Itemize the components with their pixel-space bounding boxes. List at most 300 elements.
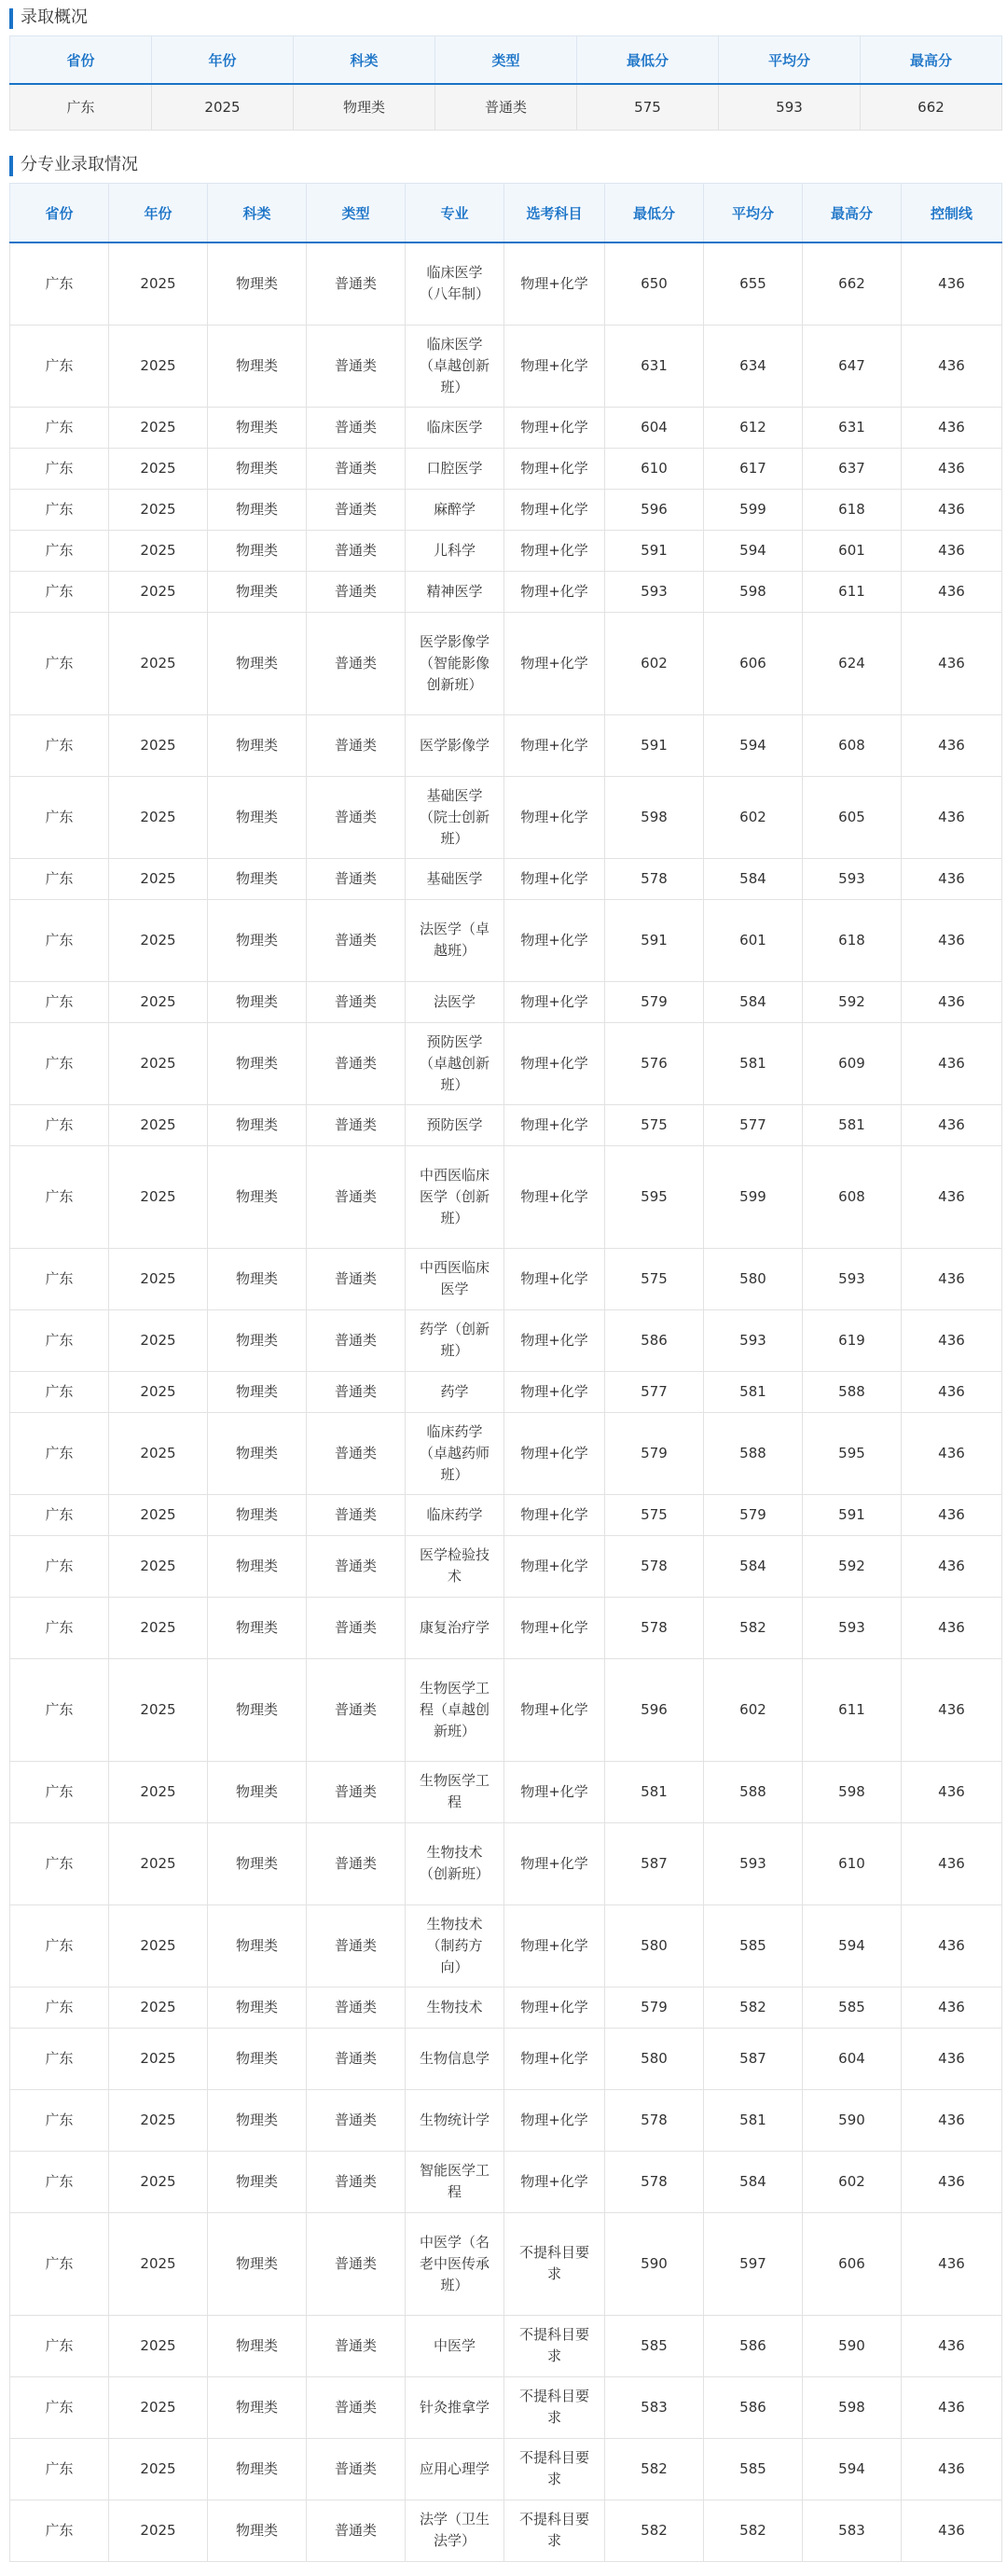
cell-min-score: 650	[605, 242, 704, 325]
cell-province: 广东	[10, 1104, 109, 1145]
cell-major: 法医学	[406, 981, 504, 1022]
header-major: 专业	[406, 184, 504, 243]
header-avg-score: 平均分	[719, 36, 861, 85]
cell-control-line: 436	[902, 1412, 1002, 1494]
cell-subjects: 不提科目要求	[504, 2376, 605, 2438]
cell-max-score: 592	[803, 981, 902, 1022]
table-row	[10, 2438, 1002, 2500]
cell-avg-score: 584	[704, 1535, 803, 1597]
cell-year: 2025	[109, 2028, 208, 2089]
cell-category: 物理类	[208, 776, 307, 858]
cell-major: 生物医学工程	[406, 1761, 504, 1822]
cell-year: 2025	[109, 1145, 208, 1248]
cell-control-line: 436	[902, 899, 1002, 981]
cell-min-score: 585	[605, 2315, 704, 2376]
header-subjects: 选考科目	[504, 184, 605, 243]
cell-control-line: 436	[902, 1309, 1002, 1371]
cell-year: 2025	[109, 1371, 208, 1412]
table-row	[10, 1494, 1002, 1535]
cell-avg-score: 593	[719, 84, 861, 131]
cell-min-score: 602	[605, 612, 704, 714]
cell-major: 麻醉学	[406, 489, 504, 530]
cell-max-score: 581	[803, 1104, 902, 1145]
cell-control-line: 436	[902, 1987, 1002, 2028]
table-row	[10, 530, 1002, 571]
cell-province: 广东	[10, 1761, 109, 1822]
cell-control-line: 436	[902, 776, 1002, 858]
cell-year: 2025	[109, 899, 208, 981]
cell-major: 中西医临床医学（创新班）	[406, 1145, 504, 1248]
cell-max-score: 662	[803, 242, 902, 325]
cell-province: 广东	[10, 714, 109, 776]
cell-avg-score: 581	[704, 1022, 803, 1104]
cell-subjects: 物理+化学	[504, 714, 605, 776]
cell-min-score: 583	[605, 2376, 704, 2438]
header-province: 省份	[10, 184, 109, 243]
header-avg-score: 平均分	[704, 184, 803, 243]
cell-province: 广东	[10, 2089, 109, 2151]
cell-type: 普通类	[307, 858, 406, 899]
cell-subjects: 不提科目要求	[504, 2500, 605, 2561]
cell-year: 2025	[109, 448, 208, 489]
cell-category: 物理类	[208, 2151, 307, 2212]
cell-control-line: 436	[902, 1248, 1002, 1309]
cell-year: 2025	[109, 2212, 208, 2315]
cell-year: 2025	[109, 2151, 208, 2212]
cell-category: 物理类	[208, 325, 307, 407]
cell-max-score: 595	[803, 1412, 902, 1494]
cell-year: 2025	[109, 2315, 208, 2376]
cell-avg-score: 587	[704, 2028, 803, 2089]
cell-subjects: 不提科目要求	[504, 2212, 605, 2315]
cell-major: 临床医学（卓越创新班）	[406, 325, 504, 407]
cell-category: 物理类	[294, 84, 435, 131]
cell-category: 物理类	[208, 2500, 307, 2561]
cell-year: 2025	[109, 612, 208, 714]
cell-min-score: 580	[605, 1904, 704, 1987]
cell-subjects: 物理+化学	[504, 1104, 605, 1145]
cell-category: 物理类	[208, 2376, 307, 2438]
cell-year: 2025	[109, 1412, 208, 1494]
cell-subjects: 物理+化学	[504, 1145, 605, 1248]
table-row	[10, 1145, 1002, 1248]
header-type: 类型	[435, 36, 577, 85]
cell-province: 广东	[10, 1022, 109, 1104]
cell-max-score: 602	[803, 2151, 902, 2212]
cell-type: 普通类	[307, 714, 406, 776]
cell-major: 生物技术（制药方向）	[406, 1904, 504, 1987]
cell-type: 普通类	[307, 1987, 406, 2028]
header-year: 年份	[109, 184, 208, 243]
cell-avg-score: 580	[704, 1248, 803, 1309]
cell-category: 物理类	[208, 981, 307, 1022]
table-row	[10, 1535, 1002, 1597]
table-row	[10, 612, 1002, 714]
cell-avg-score: 582	[704, 2500, 803, 2561]
cell-major: 临床药学	[406, 1494, 504, 1535]
section-title-bar	[9, 156, 13, 176]
cell-control-line: 436	[902, 612, 1002, 714]
cell-min-score: 579	[605, 1412, 704, 1494]
cell-min-score: 575	[605, 1104, 704, 1145]
cell-province: 广东	[10, 571, 109, 612]
cell-major: 应用心理学	[406, 2438, 504, 2500]
cell-type: 普通类	[307, 2151, 406, 2212]
cell-subjects: 物理+化学	[504, 1309, 605, 1371]
cell-category: 物理类	[208, 612, 307, 714]
cell-major: 预防医学	[406, 1104, 504, 1145]
table-row	[10, 1822, 1002, 1904]
cell-max-score: 590	[803, 2315, 902, 2376]
header-province: 省份	[10, 36, 152, 85]
cell-avg-score: 588	[704, 1761, 803, 1822]
table-row	[10, 2315, 1002, 2376]
cell-province: 广东	[10, 1904, 109, 1987]
cell-control-line: 436	[902, 1494, 1002, 1535]
cell-subjects: 物理+化学	[504, 1658, 605, 1761]
cell-avg-score: 584	[704, 858, 803, 899]
cell-year: 2025	[109, 714, 208, 776]
cell-max-score: 594	[803, 2438, 902, 2500]
table-row	[10, 2028, 1002, 2089]
cell-category: 物理类	[208, 530, 307, 571]
table-row	[10, 1309, 1002, 1371]
cell-category: 物理类	[208, 242, 307, 325]
cell-year: 2025	[109, 571, 208, 612]
cell-subjects: 物理+化学	[504, 1535, 605, 1597]
cell-min-score: 582	[605, 2500, 704, 2561]
cell-subjects: 物理+化学	[504, 899, 605, 981]
cell-min-score: 593	[605, 571, 704, 612]
cell-province: 广东	[10, 1494, 109, 1535]
cell-type: 普通类	[307, 1761, 406, 1822]
cell-control-line: 436	[902, 2212, 1002, 2315]
cell-type: 普通类	[307, 1822, 406, 1904]
table-row	[10, 2089, 1002, 2151]
cell-subjects: 物理+化学	[504, 448, 605, 489]
cell-category: 物理类	[208, 1597, 307, 1658]
cell-avg-score: 585	[704, 1904, 803, 1987]
cell-max-score: 608	[803, 714, 902, 776]
cell-major: 药学（创新班）	[406, 1309, 504, 1371]
cell-year: 2025	[109, 1494, 208, 1535]
cell-year: 2025	[109, 407, 208, 448]
cell-max-score: 585	[803, 1987, 902, 2028]
cell-type: 普通类	[307, 242, 406, 325]
table-row	[10, 1987, 1002, 2028]
cell-subjects: 物理+化学	[504, 1371, 605, 1412]
cell-max-score: 624	[803, 612, 902, 714]
cell-avg-score: 586	[704, 2315, 803, 2376]
cell-type: 普通类	[307, 1535, 406, 1597]
cell-province: 广东	[10, 2500, 109, 2561]
header-min-score: 最低分	[577, 36, 719, 85]
table-row	[10, 448, 1002, 489]
table-row	[10, 2151, 1002, 2212]
cell-subjects: 物理+化学	[504, 1412, 605, 1494]
table-row	[10, 2212, 1002, 2315]
cell-avg-score: 593	[704, 1822, 803, 1904]
cell-major: 预防医学（卓越创新班）	[406, 1022, 504, 1104]
cell-max-score: 583	[803, 2500, 902, 2561]
cell-avg-score: 599	[704, 489, 803, 530]
cell-year: 2025	[109, 1904, 208, 1987]
summary-section-title	[0, 0, 1007, 35]
cell-control-line: 436	[902, 714, 1002, 776]
cell-category: 物理类	[208, 407, 307, 448]
cell-type: 普通类	[307, 1371, 406, 1412]
cell-type: 普通类	[307, 776, 406, 858]
cell-min-score: 578	[605, 1597, 704, 1658]
cell-min-score: 579	[605, 1987, 704, 2028]
cell-avg-score: 606	[704, 612, 803, 714]
cell-max-score: 619	[803, 1309, 902, 1371]
table-row	[10, 2376, 1002, 2438]
cell-control-line: 436	[902, 2315, 1002, 2376]
cell-category: 物理类	[208, 2315, 307, 2376]
cell-year: 2025	[109, 1022, 208, 1104]
cell-subjects: 物理+化学	[504, 489, 605, 530]
table-row	[10, 242, 1002, 325]
cell-avg-score: 585	[704, 2438, 803, 2500]
cell-avg-score: 582	[704, 1987, 803, 2028]
cell-control-line: 436	[902, 1761, 1002, 1822]
table-row	[10, 1022, 1002, 1104]
cell-province: 广东	[10, 1987, 109, 2028]
cell-min-score: 591	[605, 899, 704, 981]
cell-control-line: 436	[902, 530, 1002, 571]
cell-type: 普通类	[307, 1658, 406, 1761]
cell-max-score: 647	[803, 325, 902, 407]
cell-type: 普通类	[307, 981, 406, 1022]
cell-max-score: 608	[803, 1145, 902, 1248]
cell-year: 2025	[109, 1597, 208, 1658]
cell-type: 普通类	[307, 448, 406, 489]
cell-province: 广东	[10, 530, 109, 571]
cell-type: 普通类	[307, 2315, 406, 2376]
table-row	[10, 1412, 1002, 1494]
cell-avg-score: 612	[704, 407, 803, 448]
cell-min-score: 576	[605, 1022, 704, 1104]
cell-year: 2025	[109, 1987, 208, 2028]
cell-max-score: 591	[803, 1494, 902, 1535]
table-row	[10, 1248, 1002, 1309]
cell-avg-score: 634	[704, 325, 803, 407]
cell-subjects: 物理+化学	[504, 1761, 605, 1822]
cell-province: 广东	[10, 1248, 109, 1309]
cell-province: 广东	[10, 2151, 109, 2212]
table-row	[10, 2500, 1002, 2561]
cell-min-score: 595	[605, 1145, 704, 1248]
table-row	[10, 325, 1002, 407]
majors-table	[9, 183, 1002, 2562]
cell-province: 广东	[10, 612, 109, 714]
cell-avg-score: 602	[704, 776, 803, 858]
summary-row	[10, 84, 1002, 131]
cell-min-score: 577	[605, 1371, 704, 1412]
cell-province: 广东	[10, 407, 109, 448]
cell-category: 物理类	[208, 2028, 307, 2089]
cell-subjects: 物理+化学	[504, 2089, 605, 2151]
cell-type: 普通类	[307, 2212, 406, 2315]
cell-max-score: 662	[861, 84, 1002, 131]
cell-max-score: 611	[803, 1658, 902, 1761]
cell-type: 普通类	[307, 1412, 406, 1494]
cell-min-score: 591	[605, 714, 704, 776]
cell-province: 广东	[10, 1597, 109, 1658]
cell-province: 广东	[10, 1535, 109, 1597]
cell-control-line: 436	[902, 448, 1002, 489]
cell-min-score: 590	[605, 2212, 704, 2315]
cell-subjects: 物理+化学	[504, 1022, 605, 1104]
cell-province: 广东	[10, 489, 109, 530]
cell-province: 广东	[10, 981, 109, 1022]
cell-min-score: 604	[605, 407, 704, 448]
cell-major: 临床医学（八年制）	[406, 242, 504, 325]
cell-subjects: 物理+化学	[504, 1822, 605, 1904]
cell-subjects: 物理+化学	[504, 1494, 605, 1535]
cell-type: 普通类	[307, 2500, 406, 2561]
cell-type: 普通类	[307, 1597, 406, 1658]
cell-province: 广东	[10, 1822, 109, 1904]
cell-province: 广东	[10, 242, 109, 325]
cell-year: 2025	[109, 2376, 208, 2438]
cell-type: 普通类	[307, 489, 406, 530]
cell-type: 普通类	[307, 899, 406, 981]
cell-control-line: 436	[902, 1371, 1002, 1412]
cell-major: 法学（卫生法学）	[406, 2500, 504, 2561]
cell-year: 2025	[109, 1104, 208, 1145]
cell-max-score: 593	[803, 1248, 902, 1309]
cell-avg-score: 594	[704, 530, 803, 571]
cell-avg-score: 579	[704, 1494, 803, 1535]
cell-avg-score: 602	[704, 1658, 803, 1761]
cell-major: 中西医临床医学	[406, 1248, 504, 1309]
cell-subjects: 物理+化学	[504, 1597, 605, 1658]
cell-province: 广东	[10, 858, 109, 899]
cell-avg-score: 577	[704, 1104, 803, 1145]
cell-subjects: 物理+化学	[504, 571, 605, 612]
cell-avg-score: 593	[704, 1309, 803, 1371]
cell-min-score: 596	[605, 489, 704, 530]
cell-major: 口腔医学	[406, 448, 504, 489]
cell-avg-score: 582	[704, 1597, 803, 1658]
cell-control-line: 436	[902, 1822, 1002, 1904]
cell-max-score: 605	[803, 776, 902, 858]
cell-province: 广东	[10, 776, 109, 858]
cell-min-score: 578	[605, 2151, 704, 2212]
majors-title-text: 分专业录取情况	[21, 155, 138, 174]
cell-max-score: 593	[803, 858, 902, 899]
cell-year: 2025	[109, 1248, 208, 1309]
cell-min-score: 582	[605, 2438, 704, 2500]
cell-major: 基础医学	[406, 858, 504, 899]
cell-year: 2025	[109, 1658, 208, 1761]
cell-control-line: 436	[902, 571, 1002, 612]
cell-type: 普通类	[307, 1022, 406, 1104]
header-max-score: 最高分	[861, 36, 1002, 85]
table-row	[10, 981, 1002, 1022]
cell-major: 医学影像学（智能影像创新班）	[406, 612, 504, 714]
cell-min-score: 575	[577, 84, 719, 131]
cell-province: 广东	[10, 1658, 109, 1761]
cell-year: 2025	[109, 2089, 208, 2151]
cell-major: 基础医学（院士创新班）	[406, 776, 504, 858]
cell-category: 物理类	[208, 489, 307, 530]
cell-control-line: 436	[902, 981, 1002, 1022]
cell-type: 普通类	[307, 2376, 406, 2438]
summary-title-text: 录取概况	[21, 7, 88, 27]
cell-year: 2025	[109, 242, 208, 325]
majors-header-row	[10, 184, 1002, 243]
cell-major: 精神医学	[406, 571, 504, 612]
cell-province: 广东	[10, 2315, 109, 2376]
cell-max-score: 592	[803, 1535, 902, 1597]
cell-control-line: 436	[902, 325, 1002, 407]
cell-min-score: 580	[605, 2028, 704, 2089]
header-max-score: 最高分	[803, 184, 902, 243]
cell-min-score: 575	[605, 1248, 704, 1309]
table-row	[10, 571, 1002, 612]
section-title-bar	[9, 8, 13, 29]
cell-avg-score: 617	[704, 448, 803, 489]
cell-max-score: 593	[803, 1597, 902, 1658]
cell-control-line: 436	[902, 2500, 1002, 2561]
cell-max-score: 637	[803, 448, 902, 489]
header-type: 类型	[307, 184, 406, 243]
cell-control-line: 436	[902, 242, 1002, 325]
summary-section	[0, 0, 1007, 131]
cell-subjects: 物理+化学	[504, 1904, 605, 1987]
cell-min-score: 587	[605, 1822, 704, 1904]
cell-max-score: 609	[803, 1022, 902, 1104]
table-row	[10, 1371, 1002, 1412]
cell-max-score: 594	[803, 1904, 902, 1987]
cell-province: 广东	[10, 2028, 109, 2089]
summary-header-row	[10, 36, 1002, 85]
cell-control-line: 436	[902, 1022, 1002, 1104]
cell-category: 物理类	[208, 1987, 307, 2028]
table-row	[10, 776, 1002, 858]
table-row	[10, 407, 1002, 448]
table-row	[10, 489, 1002, 530]
cell-type: 普通类	[307, 2028, 406, 2089]
cell-major: 生物信息学	[406, 2028, 504, 2089]
cell-avg-score: 597	[704, 2212, 803, 2315]
cell-category: 物理类	[208, 1658, 307, 1761]
cell-province: 广东	[10, 2376, 109, 2438]
cell-category: 物理类	[208, 899, 307, 981]
cell-province: 广东	[10, 84, 152, 131]
cell-major: 生物技术（创新班）	[406, 1822, 504, 1904]
cell-max-score: 598	[803, 1761, 902, 1822]
cell-min-score: 591	[605, 530, 704, 571]
cell-avg-score: 588	[704, 1412, 803, 1494]
cell-major: 临床医学	[406, 407, 504, 448]
majors-table-body	[10, 242, 1002, 2561]
cell-subjects: 物理+化学	[504, 1248, 605, 1309]
cell-type: 普通类	[435, 84, 577, 131]
cell-category: 物理类	[208, 2089, 307, 2151]
table-row	[10, 1104, 1002, 1145]
cell-type: 普通类	[307, 612, 406, 714]
cell-year: 2025	[109, 776, 208, 858]
cell-category: 物理类	[208, 1248, 307, 1309]
cell-type: 普通类	[307, 1904, 406, 1987]
cell-province: 广东	[10, 325, 109, 407]
cell-max-score: 590	[803, 2089, 902, 2151]
cell-type: 普通类	[307, 2089, 406, 2151]
